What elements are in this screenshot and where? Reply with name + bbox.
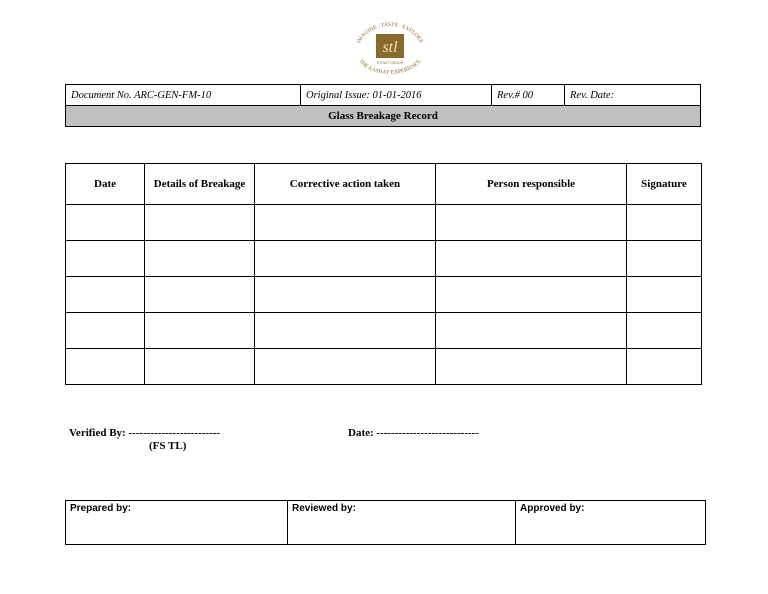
table-cell[interactable] [255, 205, 436, 241]
column-header-person-responsible: Person responsible [436, 164, 627, 205]
revision-number: Rev.# 00 [492, 85, 565, 106]
table-cell[interactable] [436, 205, 627, 241]
table-cell[interactable] [145, 277, 255, 313]
table-row [66, 277, 702, 313]
table-cell[interactable] [436, 349, 627, 385]
table-cell[interactable] [627, 349, 702, 385]
table-cell[interactable] [66, 205, 145, 241]
reviewed-by-field[interactable]: Reviewed by: [288, 501, 516, 545]
table-row [66, 349, 702, 385]
document-header [65, 84, 701, 127]
logo-letters: stl [382, 39, 398, 56]
table-header-row [66, 164, 702, 205]
table-cell[interactable] [66, 241, 145, 277]
table-cell[interactable] [145, 349, 255, 385]
table-cell[interactable] [66, 349, 145, 385]
table-cell[interactable] [145, 313, 255, 349]
table-cell[interactable] [255, 313, 436, 349]
logo-small-text: STRAIT GROUP [376, 61, 404, 65]
verification-date-field: Date: ---------------------------- [348, 427, 479, 439]
form-title: Glass Breakage Record [66, 106, 701, 127]
table-cell[interactable] [66, 313, 145, 349]
document-number: Document No. ARC-GEN-FM-10 [66, 85, 301, 106]
table-cell[interactable] [436, 277, 627, 313]
revision-date: Rev. Date: [565, 85, 701, 106]
table-row [66, 241, 702, 277]
table-cell[interactable] [66, 277, 145, 313]
table-cell[interactable] [627, 313, 702, 349]
verified-by-field: Verified By: ------------------------- [69, 427, 221, 439]
table-row [66, 313, 702, 349]
column-header-corrective-action: Corrective action taken [255, 164, 436, 205]
table-cell[interactable] [627, 205, 702, 241]
table-cell[interactable] [255, 241, 436, 277]
original-issue: Original Issue: 01-01-2016 [301, 85, 492, 106]
column-header-date: Date [66, 164, 145, 205]
table-cell[interactable] [436, 313, 627, 349]
approved-by-field[interactable]: Approved by: [516, 501, 706, 545]
company-logo [350, 22, 430, 78]
signoff-table [65, 500, 706, 545]
table-cell[interactable] [627, 241, 702, 277]
table-cell[interactable] [436, 241, 627, 277]
logo-bottom-text: THE AASHAY EXPERIENCE [357, 58, 423, 76]
table-cell[interactable] [145, 205, 255, 241]
table-cell[interactable] [145, 241, 255, 277]
verifier-role: (FS TL) [149, 440, 187, 452]
prepared-by-field[interactable]: Prepared by: [66, 501, 288, 545]
column-header-details: Details of Breakage [145, 164, 255, 205]
column-header-signature: Signature [627, 164, 702, 205]
table-cell[interactable] [255, 349, 436, 385]
logo-top-text: IMAGINE . TASTE . EXPLORE [356, 22, 424, 45]
table-cell[interactable] [627, 277, 702, 313]
table-cell[interactable] [255, 277, 436, 313]
table-row [66, 205, 702, 241]
breakage-record-table [65, 163, 702, 385]
